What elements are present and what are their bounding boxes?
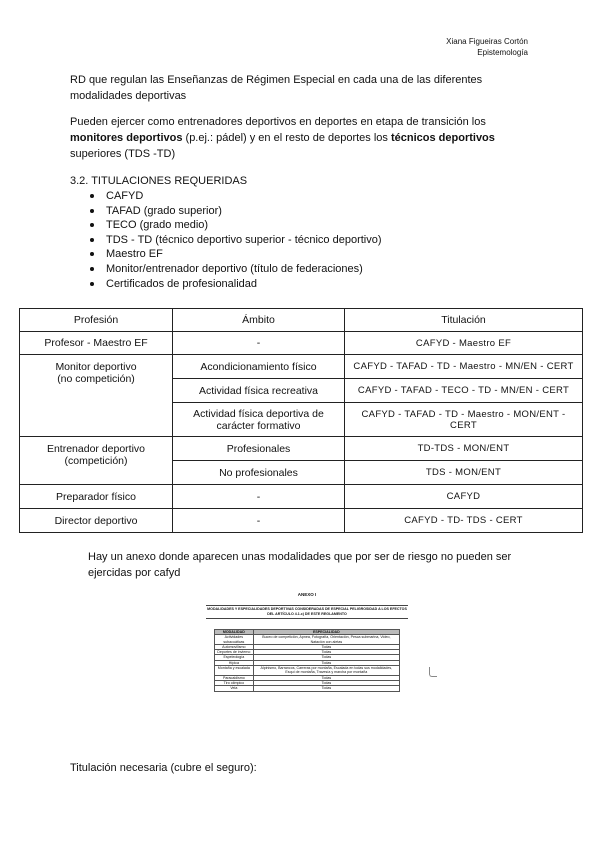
list-item: TECO (grado medio) (90, 218, 510, 233)
table-header-row (20, 309, 583, 332)
list-item: Monitor/entrenador deportivo (título de federaciones) (90, 262, 510, 277)
p2-text-e: superiores (TDS -TD) (70, 148, 176, 160)
annex-modalidad: Deportes de invierno (215, 650, 254, 655)
cell-profesion: Preparador físico (20, 485, 173, 509)
table-row (215, 686, 400, 691)
annex-modalidad: Tiro olímpico (215, 680, 254, 685)
cell-titulacion: CAFYD (345, 485, 583, 509)
annex-especialidad: Todas (253, 655, 399, 660)
intro-paragraph: RD que regulan las Enseñanzas de Régimen Especial en cada una de las diferentes modalidades deportivas (70, 74, 483, 102)
list-item: CAFYD (90, 189, 510, 204)
annex-modalidad: Automovilismo (215, 644, 254, 649)
annex-especialidad: Todas (253, 650, 399, 655)
table-row (20, 509, 583, 533)
cell-ambito: - (173, 332, 345, 355)
trainers-paragraph (70, 114, 530, 162)
cell-ambito: - (173, 485, 345, 509)
annex-modalidad: Montaña y escalada (215, 666, 254, 676)
p2-bold-monitores: monitores deportivos (70, 132, 183, 144)
list-item: TDS - TD (técnico deportivo superior - técnico deportivo) (90, 233, 510, 248)
annex-especialidad: Todas (253, 644, 399, 649)
table-row (215, 666, 400, 676)
table-row (20, 332, 583, 355)
monitor-line-1: Monitor deportivo (55, 361, 137, 373)
entrenador-line-1: Entrenador deportivo (46, 443, 146, 455)
annex-col-modalidad: MODALIDAD (215, 630, 254, 635)
list-item: Certificados de profesionalidad (90, 277, 510, 292)
table-row (20, 437, 583, 461)
closing-paragraph: Titulación necesaria (cubre el seguro): (70, 762, 257, 774)
annex-image (206, 592, 408, 712)
table-row (215, 635, 400, 645)
professions-table (19, 308, 583, 533)
section-title: 3.2. TITULACIONES REQUERIDAS (70, 175, 248, 187)
cell-titulacion: CAFYD - TAFAD - TECO - TD - MN/EN - CERT (345, 379, 583, 403)
annex-especialidad: Todas (253, 675, 399, 680)
annex-especialidad: Todas (253, 686, 399, 691)
header-author: Xiana Figueiras Cortón (446, 37, 528, 46)
header-profesion: Profesión (20, 309, 173, 332)
list-item: Maestro EF (90, 247, 510, 262)
annex-modalidad: Hípica (215, 660, 254, 665)
annex-especialidad: Todas (253, 660, 399, 665)
annex-table (214, 629, 400, 692)
cell-ambito: Profesionales (173, 437, 345, 461)
annex-title: ANEXO I (297, 592, 317, 597)
cell-ambito: - (173, 509, 345, 533)
cell-titulacion: CAFYD - TD- TDS - CERT (345, 509, 583, 533)
page-header (446, 36, 528, 58)
annex-modalidad: Vela (215, 686, 254, 691)
annex-especialidad: Todas (253, 680, 399, 685)
header-ambito: Ámbito (173, 309, 345, 332)
cell-profesion-monitor (20, 355, 173, 437)
annex-especialidad: Alpinismo, Barrancos, Carreras por montaña, Escalada en todas sus modalidades, Esquí de montaña, Travesía y marcha por montaña (253, 666, 399, 676)
monitor-line-2: (no competición) (57, 373, 135, 385)
cell-ambito: Actividad física recreativa (173, 379, 345, 403)
annex-subtitle: MODALIDADES Y ESPECIALIDADES DEPORTIVAS CONSIDERADAS DE ESPECIAL PELIGROSIDAD A LOS EFECTOS DEL ARTÍCULO 4.1.c) DE ESTE REGLAMENTO (206, 605, 408, 619)
cell-titulacion: CAFYD - TAFAD - TD - Maestro - MON/ENT - CERT (345, 403, 583, 437)
list-item: TAFAD (grado superior) (90, 204, 510, 219)
entrenador-line-2: (competición) (64, 455, 128, 467)
annex-modalidad: Paracaidismo (215, 675, 254, 680)
cell-ambito: Actividad física deportiva de carácter formativo (173, 403, 345, 437)
cell-titulacion: CAFYD - TAFAD - TD - Maestro - MN/EN - CERT (345, 355, 583, 379)
table-row (20, 355, 583, 379)
cell-ambito: Acondicionamiento físico (173, 355, 345, 379)
annex-modalidad: Actividades subacuáticas (215, 635, 254, 645)
p2-text-a: Pueden ejercer como entrenadores deportivos en deportes en etapa de transición los (70, 116, 486, 128)
cell-titulacion: TD-TDS - MON/ENT (345, 437, 583, 461)
titulaciones-list (90, 189, 510, 291)
cell-ambito: No profesionales (173, 461, 345, 485)
p2-text-c: (p.ej.: pádel) y en el resto de deportes los (182, 132, 391, 144)
annex-especialidad: Buceo de competición, Apnea, Fotografía, Orientación, Pesca submarina, Video, Natación con aletas (253, 635, 399, 645)
header-titulacion: Titulación (345, 309, 583, 332)
cell-profesion-entrenador (20, 437, 173, 485)
header-subject: Epistemología (477, 48, 528, 57)
cell-titulacion: CAFYD - Maestro EF (345, 332, 583, 355)
annex-col-especialidad: ESPECIALIDAD (253, 630, 399, 635)
annex-note: Hay un anexo donde aparecen unas modalidades que por ser de riesgo no pueden ser ejercidas por cafyd (88, 551, 512, 579)
cell-profesion: Profesor - Maestro EF (20, 332, 173, 355)
text-cursor-mark (429, 667, 437, 677)
cell-profesion: Director deportivo (20, 509, 173, 533)
table-row (20, 485, 583, 509)
cell-titulacion: TDS - MON/ENT (345, 461, 583, 485)
annex-modalidad: Espeleología (215, 655, 254, 660)
p2-bold-tecnicos: técnicos deportivos (390, 132, 495, 144)
